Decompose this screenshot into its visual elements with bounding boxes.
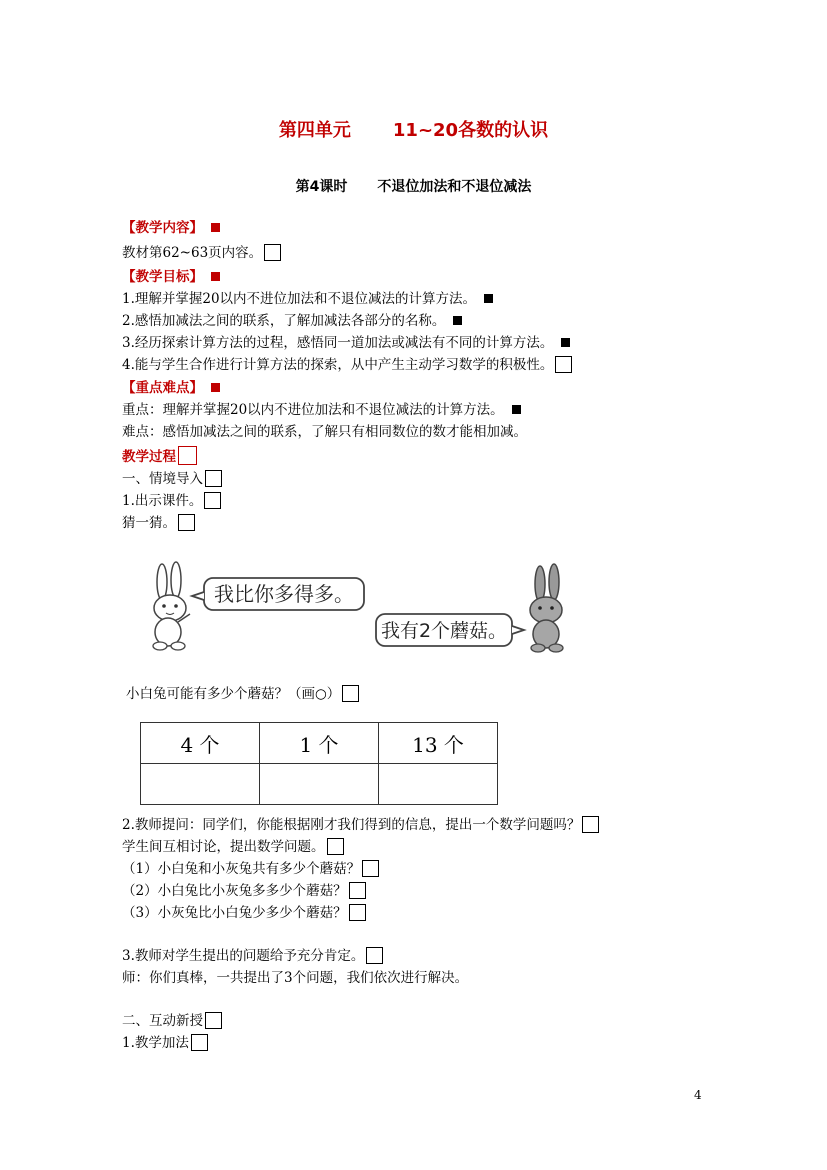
- checkbox-icon: [205, 470, 222, 487]
- checkbox-icon: [264, 244, 281, 261]
- marker-icon: [211, 272, 220, 281]
- topic-title: 11~20各数的认识: [392, 120, 549, 141]
- guess-line: 猜一猜。: [122, 513, 195, 535]
- answer-cell: [379, 764, 498, 805]
- answer-cell: [260, 764, 379, 805]
- choice-table: [140, 722, 498, 805]
- step2-1: 1.教学加法: [122, 1033, 208, 1055]
- goal-item: 3.经历探索计算方法的过程，感悟同一道加法或减法有不同的计算方法。: [122, 333, 570, 355]
- step1-1: 1.出示课件。: [122, 491, 221, 513]
- speech-bubble-right: [376, 614, 524, 646]
- question-line: 小白兔可能有多少个蘑菇？（画○）: [126, 684, 359, 706]
- goal-item: 4.能与学生合作进行计算方法的探索，从中产生主动学习数学的积极性。: [122, 355, 572, 377]
- choice-option: 4 个: [141, 723, 260, 764]
- key-heading: 【重点难点】: [122, 378, 220, 400]
- checkbox-icon: [191, 1034, 208, 1051]
- checkbox-icon: [178, 514, 195, 531]
- step1-title: 一、情境导入: [122, 469, 222, 491]
- checkbox-icon: [362, 860, 379, 877]
- difficulty: 难点：感悟加减法之间的联系，了解只有相同数位的数才能相加减。: [122, 424, 527, 440]
- problem-item: （3）小灰兔比小白兔少多少个蘑菇？: [122, 903, 366, 925]
- lesson-name: 不退位加法和不退位减法: [377, 179, 532, 195]
- problem-item: （2）小白兔比小灰兔多多少个蘑菇？: [122, 881, 366, 903]
- grey-rabbit-icon: [530, 564, 563, 652]
- marker-icon: [484, 294, 493, 303]
- goal-item: 2.感悟加减法之间的联系，了解加减法各部分的名称。: [122, 311, 462, 333]
- lesson-subtitle: [0, 176, 827, 196]
- checkbox-icon: [582, 816, 599, 833]
- checkbox-icon: [555, 356, 572, 373]
- choice-option: 13 个: [379, 723, 498, 764]
- answer-cell: [141, 764, 260, 805]
- checkbox-icon: [349, 882, 366, 899]
- marker-icon: [453, 316, 462, 325]
- key-point: 重点：理解并掌握20以内不进位加法和不退位减法的计算方法。: [122, 400, 521, 422]
- marker-icon: [211, 223, 220, 232]
- checkbox-icon: [204, 492, 221, 509]
- checkbox-icon: [366, 947, 383, 964]
- checkbox-icon: [342, 685, 359, 702]
- rabbits-illustration: [148, 560, 568, 660]
- choice-option: 1 个: [260, 723, 379, 764]
- goals-heading: 【教学目标】: [122, 267, 220, 289]
- checkbox-icon: [205, 1012, 222, 1029]
- bubble-right-text: 我有2个蘑菇。: [380, 620, 508, 642]
- bubble-left-text: 我比你多得多。: [214, 582, 354, 606]
- content-text: 教材第62~63页内容。: [122, 243, 281, 265]
- content-heading: 【教学内容】: [122, 218, 220, 240]
- goal-item: 1.理解并掌握20以内不进位加法和不退位减法的计算方法。: [122, 289, 493, 311]
- page-number: 4: [694, 1088, 702, 1102]
- marker-icon: [211, 383, 220, 392]
- speech-bubble-left: [192, 578, 364, 610]
- marker-icon: [561, 338, 570, 347]
- checkbox-icon: [349, 904, 366, 921]
- step2-title: 二、互动新授: [122, 1011, 222, 1033]
- page-title: [0, 116, 827, 142]
- process-heading: 教学过程: [122, 446, 197, 468]
- step1-2: 2.教师提问：同学们，你能根据刚才我们得到的信息，提出一个数学问题吗？: [122, 815, 599, 837]
- problem-item: （1）小白兔和小灰兔共有多少个蘑菇？: [122, 859, 379, 881]
- teacher-says: 师：你们真棒，一共提出了3个问题，我们依次进行解决。: [122, 970, 469, 986]
- white-rabbit-icon: [153, 562, 190, 650]
- discuss-line: 学生间互相讨论，提出数学问题。: [122, 837, 344, 859]
- marker-icon: [512, 405, 521, 414]
- checkbox-icon: [178, 446, 197, 465]
- step1-3: 3.教师对学生提出的问题给予充分肯定。: [122, 946, 383, 968]
- lesson-number: 第4课时: [295, 179, 348, 195]
- unit-title: 第四单元: [278, 120, 351, 141]
- checkbox-icon: [327, 838, 344, 855]
